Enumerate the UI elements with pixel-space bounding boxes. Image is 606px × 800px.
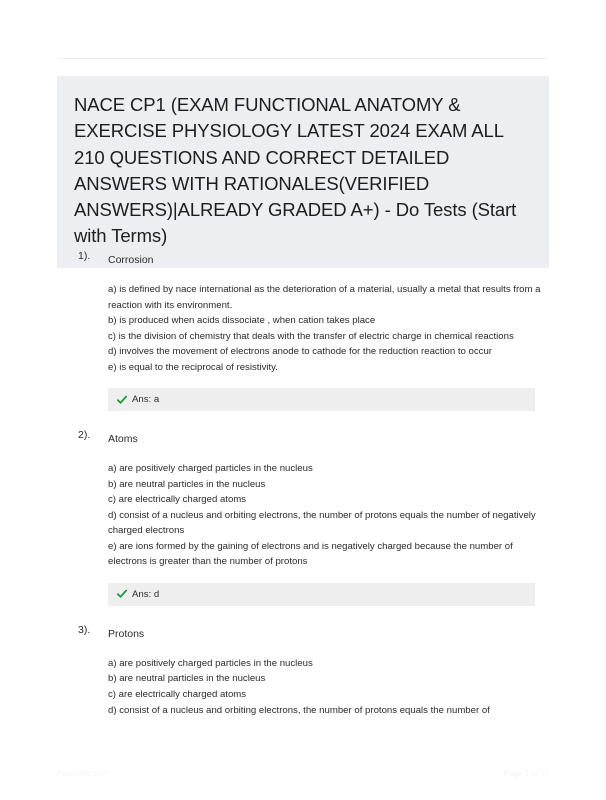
option-list	[108, 656, 549, 718]
question-prompt: Atoms	[108, 433, 138, 446]
questions-list	[0, 250, 606, 736]
check-icon	[117, 589, 127, 599]
question-block	[0, 250, 606, 411]
option-item: d) involves the movement of electrons anode to cathode for the reduction reaction to occur	[108, 346, 492, 358]
option-item: b) are neutral particles in the nucleus	[108, 673, 266, 685]
option-item: b) is produced when acids dissociate , when cation takes place	[108, 315, 376, 327]
question-number: 1).	[78, 250, 91, 262]
question-header	[0, 250, 606, 268]
question-block	[0, 429, 606, 606]
option-list	[108, 461, 549, 570]
option-item: d) consist of a nucleus and orbiting electrons, the number of protons equals the number of negatively charged electrons	[108, 509, 536, 537]
answer-box	[108, 388, 535, 411]
option-item: b) are neutral particles in the nucleus	[108, 478, 266, 490]
question-prompt: Protons	[108, 627, 145, 640]
option-item: a) is defined by nace international as the deterioration of a material, usually a metal that results from a reaction with its environment.	[108, 284, 541, 311]
question-number: 2).	[78, 429, 91, 442]
option-item: c) are electrically charged atoms	[108, 688, 247, 700]
header-divider	[58, 58, 548, 59]
option-item: a) are positively charged particles in the nucleus	[108, 657, 313, 669]
option-item: c) is the division of chemistry that deals with the transfer of electric charge in chemical reactions	[108, 330, 514, 342]
footer-page-number: Page 1 of 52	[503, 769, 549, 778]
question-header	[0, 624, 606, 642]
document-title-band	[57, 76, 549, 268]
answer-text: Ans: a	[132, 394, 160, 406]
question-prompt: Corrosion	[108, 254, 154, 266]
page-title: NACE CP1 (EXAM FUNCTIONAL ANATOMY & EXERCISE PHYSIOLOGY LATEST 2024 EXAM ALL 210 QUESTIONS AND CORRECT DETAILED ANSWERS WITH RATIONALES(VERIFIED ANSWERS)|ALREADY GRADED A+) - Do Tests (Start with Terms)	[74, 94, 517, 247]
answer-text: Ans: d	[132, 588, 160, 600]
question-block	[0, 624, 606, 718]
answer-box	[108, 583, 535, 606]
option-list	[108, 282, 549, 375]
option-item: a) are positively charged particles in the nucleus	[108, 463, 313, 475]
option-item: e) are ions formed by the gaining of electrons and is negatively charged because the number of electrons is greater than the number of protons	[108, 540, 513, 568]
page-footer	[57, 769, 549, 783]
check-icon	[117, 395, 127, 405]
option-item: c) are electrically charged atoms	[108, 494, 247, 506]
footer-source-label: PaperStic.com	[57, 769, 110, 778]
question-number: 3).	[78, 623, 91, 636]
question-header	[0, 429, 606, 447]
option-item: d) consist of a nucleus and orbiting electrons, the number of protons equals the number of	[108, 704, 490, 716]
option-item: e) is equal to the reciprocal of resistivity.	[108, 361, 278, 373]
